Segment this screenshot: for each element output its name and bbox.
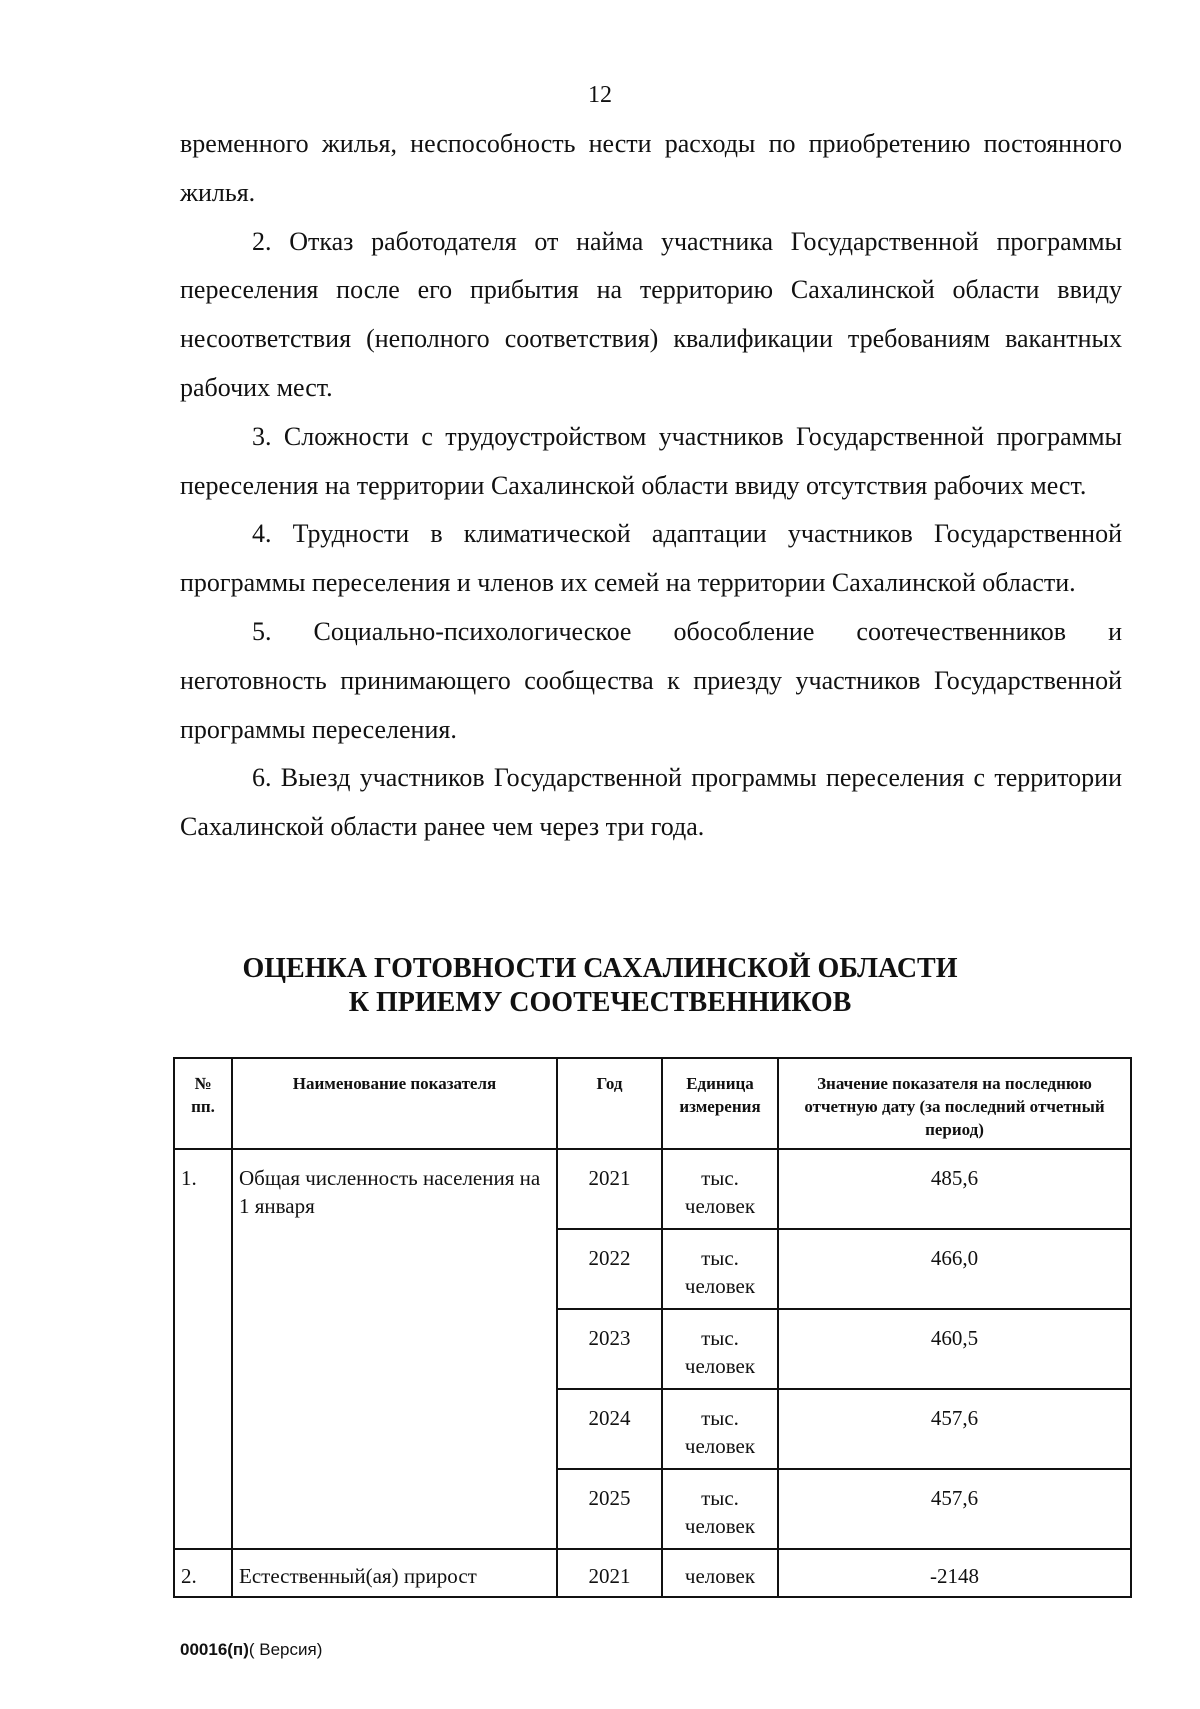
cell-value: -2148 <box>778 1549 1131 1597</box>
row-name: Естественный(ая) прирост <box>232 1549 557 1597</box>
table-header-row <box>174 1058 1131 1149</box>
row-num: 1. <box>174 1149 232 1549</box>
cell-unit: тыс. человек <box>662 1309 778 1389</box>
cell-value: 457,6 <box>778 1469 1131 1549</box>
body-text <box>180 120 1122 852</box>
cell-year: 2022 <box>557 1229 662 1309</box>
paragraph: 2. Отказ работодателя от найма участника Государственной программы переселения после его прибытия на территорию Сахалинской области ввиду несоответствия (неполного соответствия) квалификации требованиям вакантных рабочих мест. <box>180 226 1122 402</box>
cell-unit: человек <box>662 1549 778 1597</box>
heading-line: ОЦЕНКА ГОТОВНОСТИ САХАЛИНСКОЙ ОБЛАСТИ <box>242 953 958 984</box>
table-row <box>174 1149 1131 1229</box>
paragraph: 6. Выезд участников Государственной программы переселения с территории Сахалинской области ранее чем через три года. <box>180 763 1122 842</box>
cell-year: 2021 <box>557 1149 662 1229</box>
header-unit: Единица измерения <box>662 1058 778 1149</box>
readiness-table <box>173 1057 1132 1598</box>
page-number: 12 <box>588 82 612 108</box>
cell-unit: тыс. человек <box>662 1389 778 1469</box>
cell-year: 2024 <box>557 1389 662 1469</box>
header-name: Наименование показателя <box>232 1058 557 1149</box>
cell-value: 460,5 <box>778 1309 1131 1389</box>
paragraph: 4. Трудности в климатической адаптации участников Государственной программы переселения и членов их семей на территории Сахалинской области. <box>180 519 1122 598</box>
table-row <box>174 1549 1131 1597</box>
cell-value: 457,6 <box>778 1389 1131 1469</box>
paragraph: 5. Социально-психологическое обособление соотечественников и неготовность принимающего сообщества к приезду участников Государственной программы переселения. <box>180 616 1122 744</box>
header-num: № пп. <box>174 1058 232 1149</box>
cell-value: 485,6 <box>778 1149 1131 1229</box>
header-value: Значение показателя на последнюю отчетную дату (за последний отчетный период) <box>778 1058 1131 1149</box>
section-heading <box>0 952 1200 1020</box>
cell-year: 2021 <box>557 1549 662 1597</box>
document-footer <box>180 1640 322 1660</box>
header-year: Год <box>557 1058 662 1149</box>
document-code: 00016(п) <box>180 1640 249 1659</box>
paragraph: 3. Сложности с трудоустройством участников Государственной программы переселения на территории Сахалинской области ввиду отсутствия рабочих мест. <box>180 421 1122 500</box>
cell-year: 2023 <box>557 1309 662 1389</box>
cell-year: 2025 <box>557 1469 662 1549</box>
row-name: Общая численность населения на 1 января <box>232 1149 557 1549</box>
cell-unit: тыс. человек <box>662 1469 778 1549</box>
cell-unit: тыс. человек <box>662 1149 778 1229</box>
heading-line: К ПРИЕМУ СООТЕЧЕСТВЕННИКОВ <box>348 987 852 1018</box>
document-version: ( Версия) <box>248 1640 323 1659</box>
cell-value: 466,0 <box>778 1229 1131 1309</box>
cell-unit: тыс. человек <box>662 1229 778 1309</box>
row-num: 2. <box>174 1549 232 1597</box>
paragraph: временного жилья, неспособность нести расходы по приобретению постоянного жилья. <box>180 129 1122 207</box>
